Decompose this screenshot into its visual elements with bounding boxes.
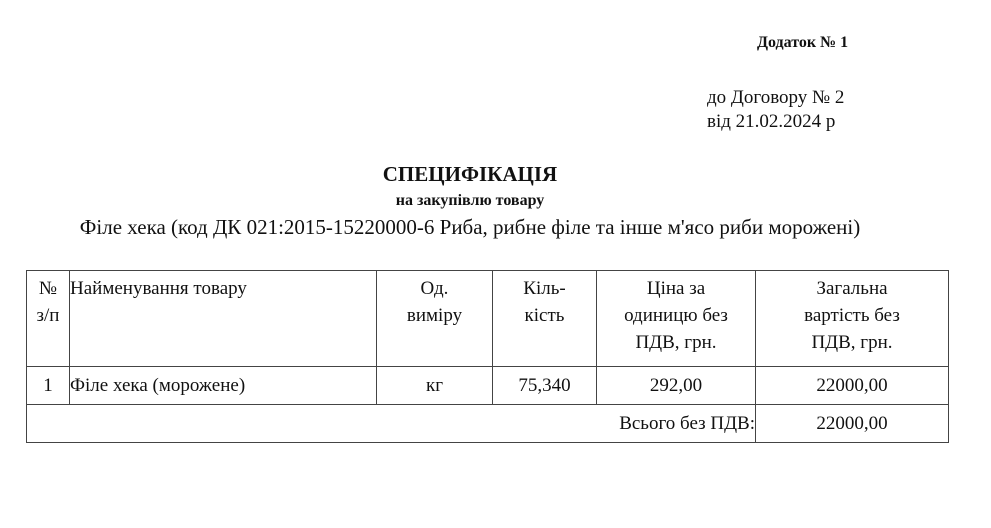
- table-row: [27, 367, 949, 405]
- header-unit: Од. виміру: [377, 271, 493, 367]
- row-number: 1: [27, 367, 70, 405]
- row-quantity: 75,340: [493, 367, 597, 405]
- document-title: СПЕЦИФІКАЦІЯ: [382, 162, 558, 186]
- row-price: 292,00: [597, 367, 756, 405]
- row-name: Філе хека (морожене): [70, 367, 377, 405]
- total-value: 22000,00: [756, 405, 949, 443]
- header-total: Загальна вартість без ПДВ, грн.: [756, 271, 949, 367]
- contract-date: від 21.02.2024 р: [707, 111, 836, 132]
- document-subtitle: на закупівлю товару: [395, 192, 545, 209]
- total-label: Всього без ПДВ:: [27, 405, 756, 443]
- row-unit: кг: [377, 367, 493, 405]
- contract-reference: [707, 86, 844, 134]
- header-number: № з/п: [27, 271, 70, 367]
- table-header-row: [27, 271, 949, 367]
- header-name: Найменування товару: [70, 271, 377, 367]
- appendix-label: Додаток № 1: [757, 34, 849, 51]
- row-total: 22000,00: [756, 367, 949, 405]
- header-price: Ціна за одиницю без ПДВ, грн.: [597, 271, 756, 367]
- table-total-row: [27, 405, 949, 443]
- specification-table: [26, 270, 949, 443]
- header-quantity: Кіль- кість: [493, 271, 597, 367]
- product-description: Філе хека (код ДК 021:2015-15220000-6 Риба, рибне філе та інше м'ясо риби морожені): [79, 215, 861, 239]
- contract-number: до Договору № 2: [707, 87, 845, 108]
